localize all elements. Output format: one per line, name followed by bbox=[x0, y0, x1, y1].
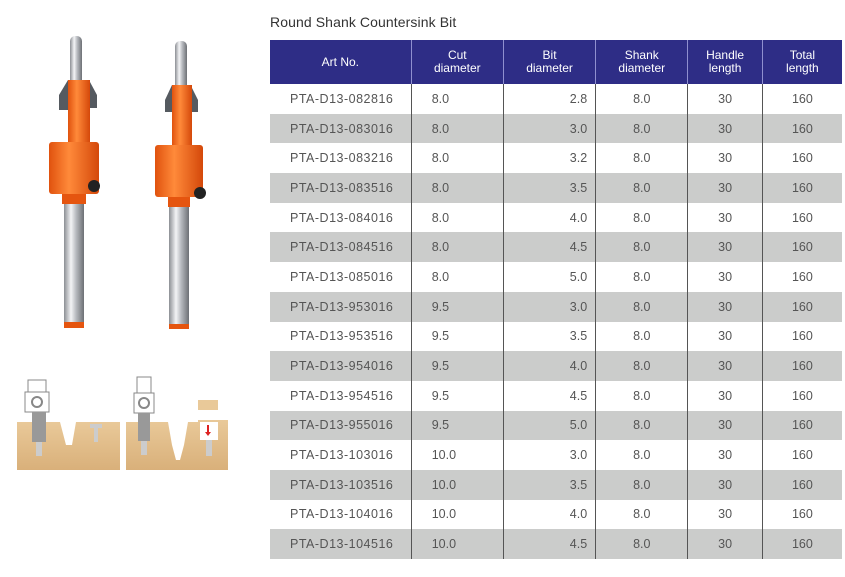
table-row bbox=[270, 292, 842, 322]
cell-total-length: 160 bbox=[762, 292, 842, 322]
table-row bbox=[270, 411, 842, 441]
cell-bit-diameter: 4.5 bbox=[503, 232, 595, 262]
cell-bit-diameter: 3.5 bbox=[503, 173, 595, 203]
cell-handle-length: 30 bbox=[688, 470, 762, 500]
cell-bit-diameter: 3.0 bbox=[503, 292, 595, 322]
table-row bbox=[270, 114, 842, 144]
cell-art-no: PTA-D13-084016 bbox=[290, 210, 394, 225]
header-art-no: Art No. bbox=[270, 40, 411, 84]
cell-bit-diameter: 4.0 bbox=[503, 351, 595, 381]
cell-handle-length: 30 bbox=[688, 84, 762, 114]
cell-shank-diameter: 8.0 bbox=[596, 470, 688, 500]
cell-bit-diameter: 3.0 bbox=[503, 440, 595, 470]
cell-cut-diameter: 8.0 bbox=[411, 232, 503, 262]
cell-cut-diameter: 10.0 bbox=[411, 529, 503, 559]
cell-shank-diameter: 8.0 bbox=[596, 529, 688, 559]
cell-bit-diameter: 5.0 bbox=[503, 411, 595, 441]
cell-cut-diameter: 10.0 bbox=[411, 470, 503, 500]
cell-cut-diameter: 9.5 bbox=[411, 322, 503, 352]
cell-total-length: 160 bbox=[762, 351, 842, 381]
cell-cut-diameter: 9.5 bbox=[411, 411, 503, 441]
cell-cut-diameter: 10.0 bbox=[411, 440, 503, 470]
cell-cut-diameter: 8.0 bbox=[411, 203, 503, 233]
cell-shank-diameter: 8.0 bbox=[596, 203, 688, 233]
cell-handle-length: 30 bbox=[688, 500, 762, 530]
table-row bbox=[270, 351, 842, 381]
cell-total-length: 160 bbox=[762, 381, 842, 411]
product-photo bbox=[0, 0, 255, 572]
cell-art-no: PTA-D13-084516 bbox=[270, 232, 411, 262]
cell-total-length: 160 bbox=[762, 322, 842, 352]
page-title: Round Shank Countersink Bit bbox=[270, 14, 457, 30]
cell-total-length: 160 bbox=[762, 232, 842, 262]
cell-bit-diameter: 3.5 bbox=[503, 470, 595, 500]
table-row bbox=[270, 143, 842, 173]
cell-handle-length: 30 bbox=[688, 351, 762, 381]
cell-total-length: 160 bbox=[762, 114, 842, 144]
cell-bit-diameter: 2.8 bbox=[503, 84, 595, 114]
cell-handle-length: 30 bbox=[688, 381, 762, 411]
cell-cut-diameter: 8.0 bbox=[411, 84, 503, 114]
table-row bbox=[270, 203, 842, 233]
cell-shank-diameter: 8.0 bbox=[596, 84, 688, 114]
cell-total-length: 160 bbox=[762, 470, 842, 500]
cell-shank-diameter: 8.0 bbox=[596, 143, 688, 173]
cell-handle-length: 30 bbox=[688, 322, 762, 352]
table-row bbox=[270, 232, 842, 262]
header-shank-diameter: Shank diameter bbox=[596, 40, 688, 84]
table-header-row bbox=[270, 40, 842, 84]
cell-handle-length: 30 bbox=[688, 529, 762, 559]
table-row bbox=[270, 173, 842, 203]
cell-handle-length: 30 bbox=[688, 411, 762, 441]
cell-total-length: 160 bbox=[762, 411, 842, 441]
table-row bbox=[270, 84, 842, 114]
cell-shank-diameter: 8.0 bbox=[596, 292, 688, 322]
product-images bbox=[0, 0, 255, 572]
cell-handle-length: 30 bbox=[688, 114, 762, 144]
cell-bit-diameter: 4.0 bbox=[503, 203, 595, 233]
cell-shank-diameter: 8.0 bbox=[596, 381, 688, 411]
cell-cut-diameter: 10.0 bbox=[411, 500, 503, 530]
cell-shank-diameter: 8.0 bbox=[596, 262, 688, 292]
table-row bbox=[270, 529, 842, 559]
cell-handle-length: 30 bbox=[688, 173, 762, 203]
cell-handle-length: 30 bbox=[688, 203, 762, 233]
cell-handle-length: 30 bbox=[688, 143, 762, 173]
cell-bit-diameter: 3.0 bbox=[503, 114, 595, 144]
cell-art-no: PTA-D13-954516 bbox=[290, 388, 394, 403]
table-row bbox=[270, 470, 842, 500]
countersink-diagram bbox=[17, 377, 228, 470]
cell-art-no: PTA-D13-104016 bbox=[290, 507, 394, 522]
cell-art-no: PTA-D13-083516 bbox=[270, 173, 411, 203]
cell-art-no: PTA-D13-103016 bbox=[290, 448, 394, 463]
cell-bit-diameter: 5.0 bbox=[503, 262, 595, 292]
table-row bbox=[270, 381, 842, 411]
drill-bit-2 bbox=[155, 41, 206, 329]
cell-shank-diameter: 8.0 bbox=[596, 351, 688, 381]
cell-total-length: 160 bbox=[762, 262, 842, 292]
cell-cut-diameter: 9.5 bbox=[411, 292, 503, 322]
table-row bbox=[270, 440, 842, 470]
table-row bbox=[270, 262, 842, 292]
cell-art-no: PTA-D13-953016 bbox=[270, 292, 411, 322]
cell-total-length: 160 bbox=[762, 173, 842, 203]
cell-shank-diameter: 8.0 bbox=[596, 440, 688, 470]
cell-art-no: PTA-D13-103516 bbox=[270, 470, 411, 500]
cell-bit-diameter: 4.5 bbox=[503, 381, 595, 411]
cell-shank-diameter: 8.0 bbox=[596, 114, 688, 144]
cell-art-no: PTA-D13-083216 bbox=[290, 151, 394, 166]
table-row bbox=[270, 322, 842, 352]
cell-shank-diameter: 8.0 bbox=[596, 500, 688, 530]
cell-bit-diameter: 3.2 bbox=[503, 143, 595, 173]
cell-art-no: PTA-D13-082816 bbox=[290, 91, 394, 106]
cell-art-no: PTA-D13-104516 bbox=[270, 529, 411, 559]
cell-handle-length: 30 bbox=[688, 232, 762, 262]
cell-total-length: 160 bbox=[762, 84, 842, 114]
cell-handle-length: 30 bbox=[688, 292, 762, 322]
header-cut-diameter: Cut diameter bbox=[411, 40, 503, 84]
spec-table bbox=[270, 40, 842, 559]
cell-cut-diameter: 9.5 bbox=[411, 351, 503, 381]
table-row bbox=[270, 500, 842, 530]
cell-handle-length: 30 bbox=[688, 440, 762, 470]
cell-shank-diameter: 8.0 bbox=[596, 232, 688, 262]
cell-art-no: PTA-D13-085016 bbox=[290, 269, 394, 284]
cell-shank-diameter: 8.0 bbox=[596, 322, 688, 352]
cell-total-length: 160 bbox=[762, 203, 842, 233]
drill-bit-1 bbox=[49, 36, 100, 328]
header-handle-length: Handle length bbox=[688, 40, 762, 84]
cell-bit-diameter: 4.0 bbox=[503, 500, 595, 530]
cell-cut-diameter: 8.0 bbox=[411, 114, 503, 144]
cell-total-length: 160 bbox=[762, 500, 842, 530]
cell-cut-diameter: 8.0 bbox=[411, 143, 503, 173]
cell-bit-diameter: 3.5 bbox=[503, 322, 595, 352]
cell-shank-diameter: 8.0 bbox=[596, 173, 688, 203]
cell-handle-length: 30 bbox=[688, 262, 762, 292]
cell-total-length: 160 bbox=[762, 440, 842, 470]
cell-cut-diameter: 8.0 bbox=[411, 173, 503, 203]
cell-cut-diameter: 8.0 bbox=[411, 262, 503, 292]
cell-bit-diameter: 4.5 bbox=[503, 529, 595, 559]
cell-art-no: PTA-D13-955016 bbox=[270, 411, 411, 441]
cell-total-length: 160 bbox=[762, 143, 842, 173]
cell-art-no: PTA-D13-954016 bbox=[270, 351, 411, 381]
cell-art-no: PTA-D13-953516 bbox=[290, 329, 394, 344]
cell-cut-diameter: 9.5 bbox=[411, 381, 503, 411]
header-bit-diameter: Bit diameter bbox=[503, 40, 595, 84]
cell-shank-diameter: 8.0 bbox=[596, 411, 688, 441]
cell-total-length: 160 bbox=[762, 529, 842, 559]
header-total-length: Total length bbox=[762, 40, 842, 84]
cell-art-no: PTA-D13-083016 bbox=[270, 114, 411, 144]
